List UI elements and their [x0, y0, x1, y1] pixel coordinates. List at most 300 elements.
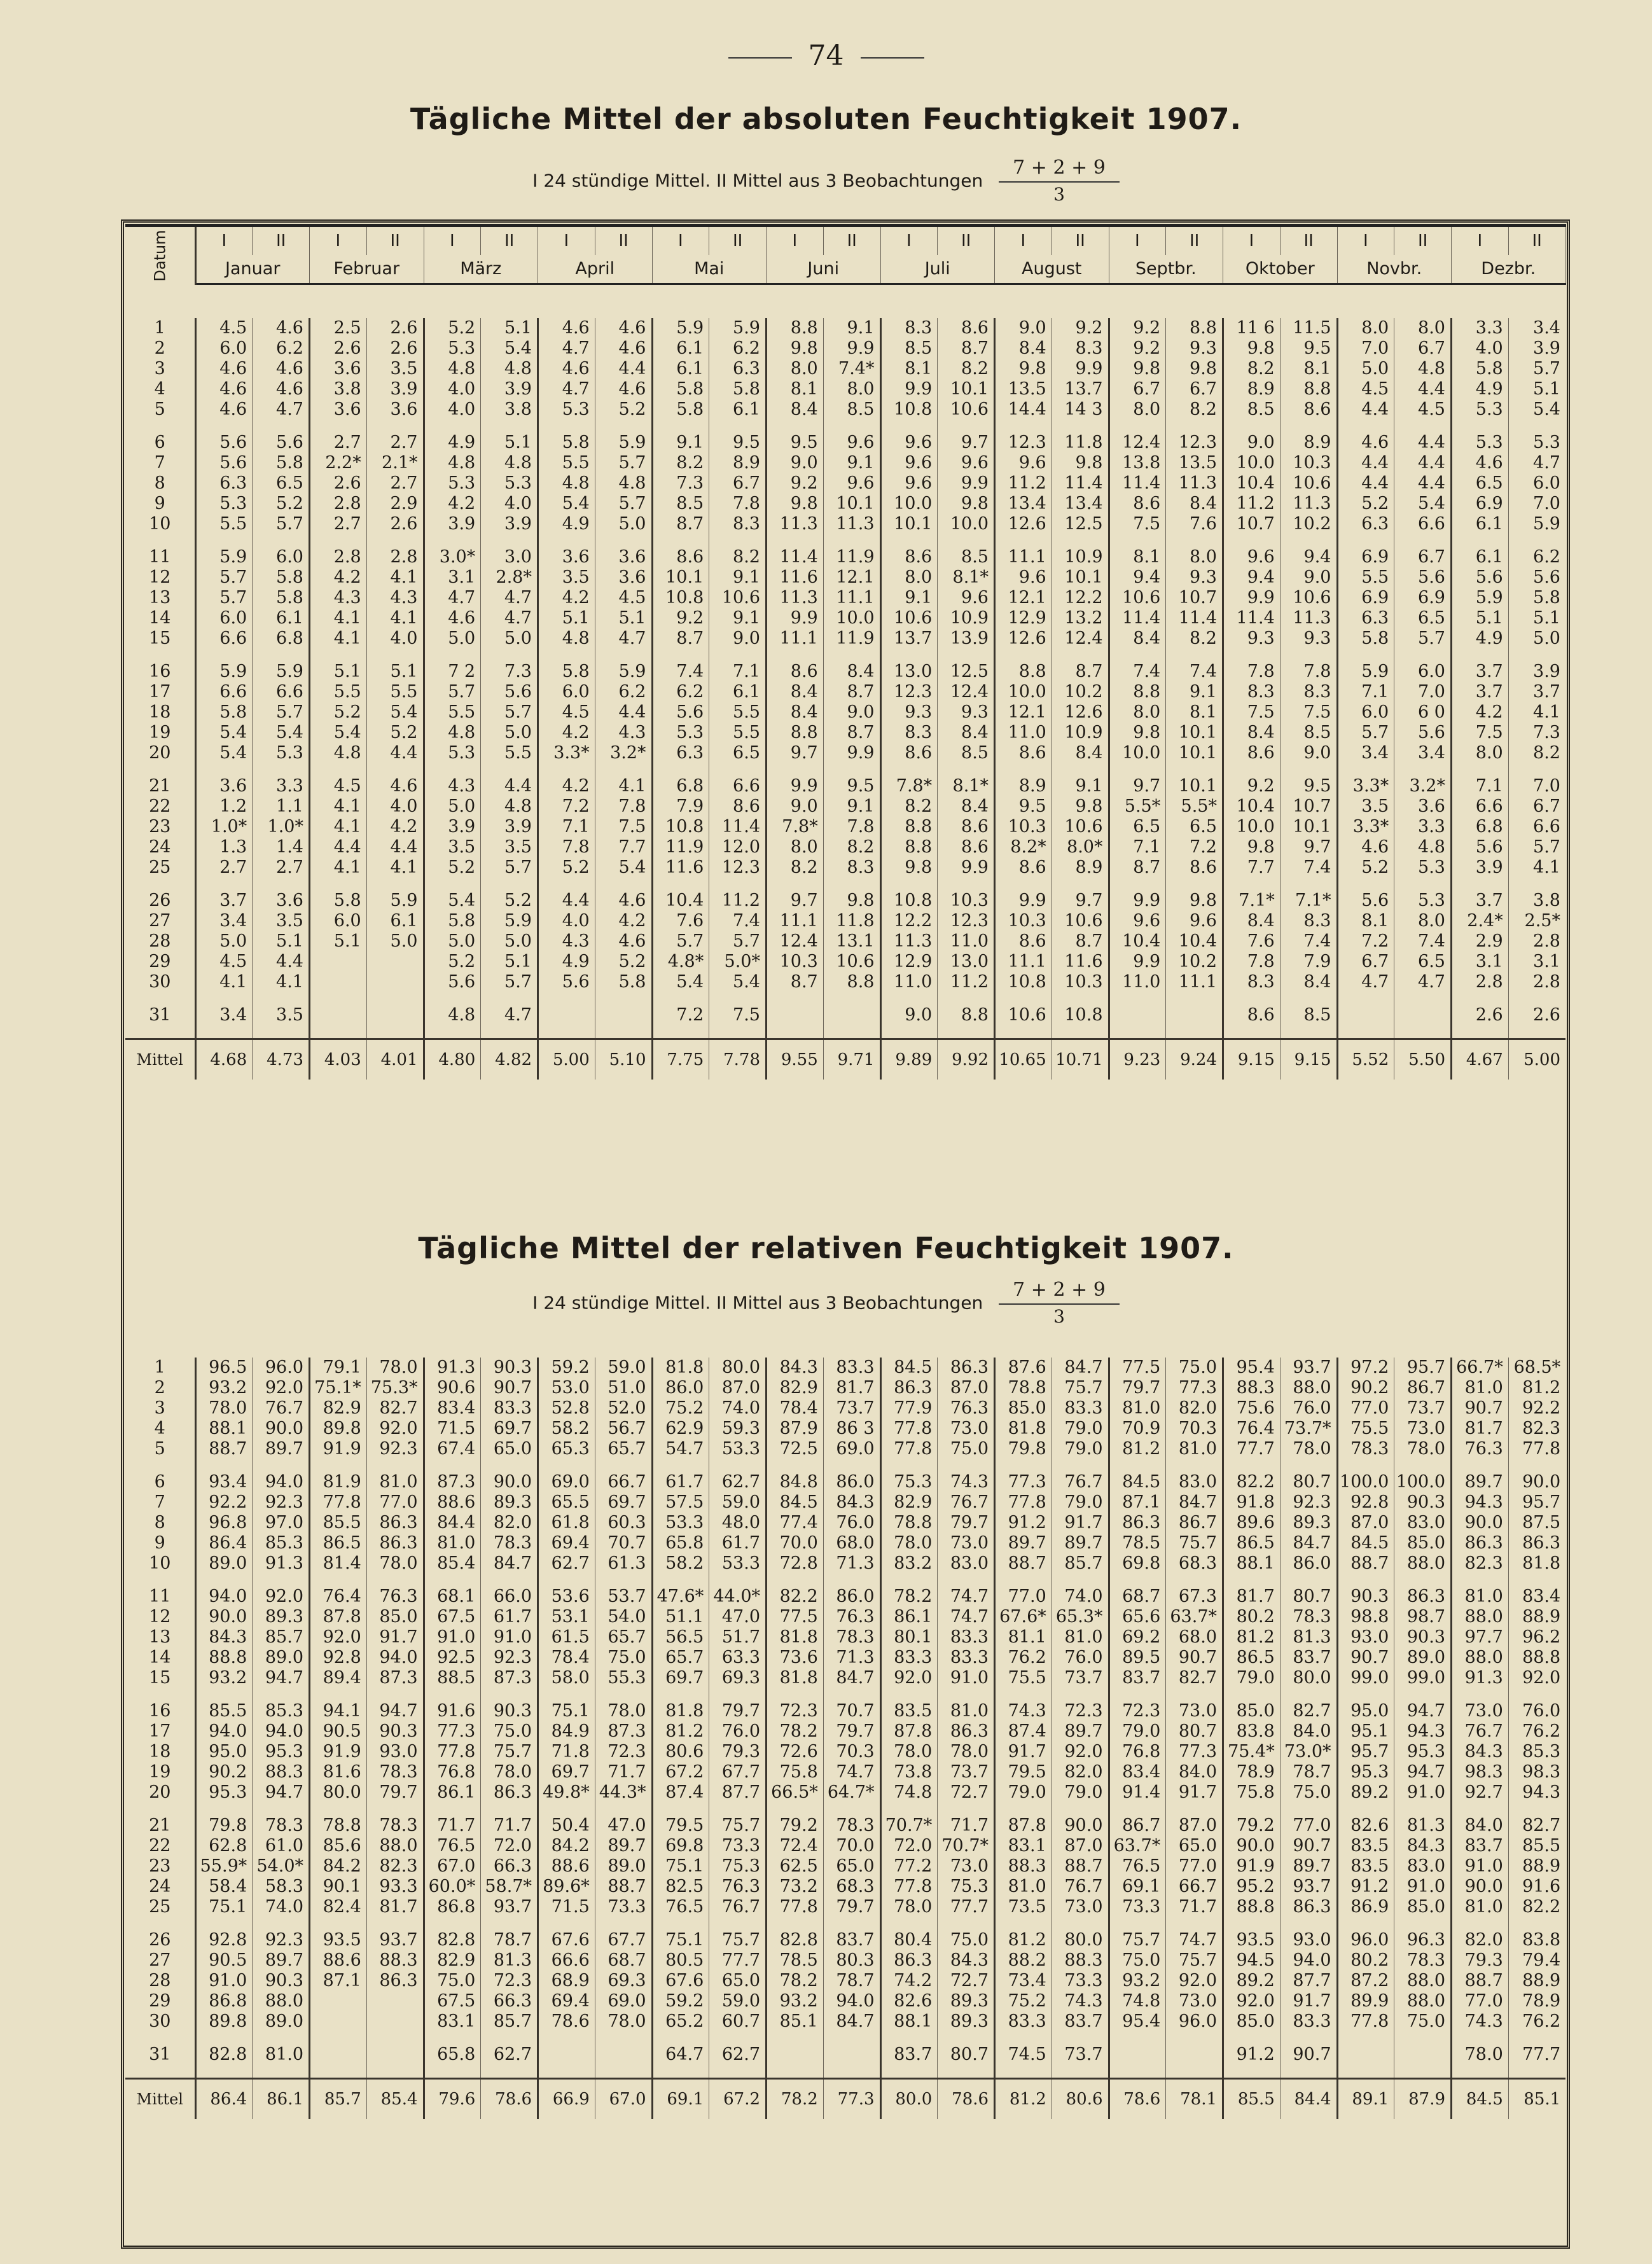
table-cell: 81.0 [253, 2045, 310, 2065]
table-cell: 14 3 [1052, 399, 1109, 420]
mean-value: 10.65 [995, 1039, 1052, 1080]
day-number: 3 [125, 1398, 195, 1419]
table-cell: 75.7 [709, 1930, 767, 1950]
table-cell: 75.2 [652, 1398, 709, 1419]
day-number: 19 [125, 723, 195, 743]
table-cell: 47.0 [595, 1816, 652, 1836]
table-cell: 74.7 [938, 1587, 995, 1607]
mean-value: 4.73 [253, 1039, 310, 1080]
table-cell: 10.6 [880, 608, 938, 629]
table-cell: 10.9 [1052, 547, 1109, 567]
mean-value: 80.6 [1052, 2079, 1109, 2120]
table-cell: 1.0* [253, 817, 310, 837]
mean-value: 66.9 [538, 2079, 595, 2120]
table-cell [1166, 2045, 1223, 2065]
day-number: 18 [125, 702, 195, 723]
table-cell: 8.5 [1223, 399, 1281, 420]
table-cell: 81.8 [652, 1701, 709, 1721]
table-cell: 2.6 [310, 338, 367, 359]
table-cell: 8.7 [1052, 662, 1109, 682]
table-cell: 7.5 [1452, 723, 1509, 743]
table-cell: 81.4 [310, 1553, 367, 1574]
column-header-ii: II [709, 226, 767, 256]
table-cell: 75.0 [1109, 1950, 1166, 1971]
table-cell: 60.0* [424, 1877, 481, 1897]
table-cell: 89.7 [253, 1439, 310, 1459]
table-cell: 10.4 [1223, 796, 1281, 817]
table-cell: 93.2 [195, 1378, 253, 1398]
table-cell: 69.1 [1109, 1877, 1166, 1897]
table-cell: 90.6 [424, 1378, 481, 1398]
table-cell: 72.3 [1052, 1701, 1109, 1721]
column-header-ii: II [1394, 226, 1452, 256]
table-cell: 3.5 [1337, 796, 1394, 817]
table-cell: 69.3 [709, 1668, 767, 1688]
table-cell: 6.9 [1337, 547, 1394, 567]
table-cell: 2.9 [1452, 931, 1509, 952]
table-cell: 70.3 [823, 1742, 880, 1762]
table-row [125, 817, 1565, 837]
table-cell: 7.2 [1337, 931, 1394, 952]
table-cell: 8.2 [767, 858, 824, 878]
table-cell: 70.7* [938, 1836, 995, 1856]
table-cell: 70.7 [595, 1533, 652, 1553]
table-row [125, 1533, 1565, 1553]
table-cell: 9.9 [823, 338, 880, 359]
column-header-i: I [767, 226, 824, 256]
table-cell: 5.8 [652, 379, 709, 399]
table-cell: 3.9 [366, 379, 424, 399]
table-cell: 4.0 [481, 494, 538, 514]
table-cell: 2.6 [366, 338, 424, 359]
table-cell: 5.6 [481, 682, 538, 702]
table-cell: 3.6 [1394, 796, 1452, 817]
table-cell: 76.3 [709, 1877, 767, 1897]
table-row [125, 1950, 1565, 1971]
table-cell: 11.2 [709, 891, 767, 911]
table-cell: 66.0 [481, 1587, 538, 1607]
table-cell: 10.1 [880, 514, 938, 534]
table-cell: 8.0 [1394, 911, 1452, 931]
table-cell: 88.1 [880, 2011, 938, 2032]
table-row [125, 931, 1565, 952]
table-cell: 74.7 [1166, 1930, 1223, 1950]
table-cell: 5.9 [1337, 662, 1394, 682]
table-cell: 3.9 [1533, 338, 1560, 358]
day-number: 18 [125, 1742, 195, 1762]
table-cell: 81.8 [995, 1419, 1052, 1439]
mean-value: 84.5 [1452, 2079, 1509, 2120]
table-cell: 91.0 [1394, 1877, 1452, 1897]
table-cell: 83.7 [1452, 1836, 1509, 1856]
table-cell: 79.0 [1052, 1492, 1109, 1513]
table-cell: 4.8 [310, 743, 367, 763]
table-cell: 75.0 [481, 1721, 538, 1742]
table-cell: 68.1 [424, 1587, 481, 1607]
month-header: März [424, 255, 538, 284]
table-cell: 44.3* [595, 1782, 652, 1803]
table-cell: 5.9 [253, 662, 310, 682]
table-cell: 85.1 [767, 2011, 824, 2032]
table-cell: 87.5 [1522, 1513, 1561, 1532]
table-cell [310, 952, 367, 972]
table-cell: 87.3 [481, 1668, 538, 1688]
table-cell: 5.8 [1337, 629, 1394, 649]
table-cell: 72.3 [481, 1971, 538, 1991]
table-row [125, 1419, 1565, 1439]
month-header: Oktober [1223, 255, 1338, 284]
table-cell: 75.1 [538, 1701, 595, 1721]
table-cell: 82.8 [195, 2045, 253, 2065]
table-cell: 11.1 [767, 911, 824, 931]
table-cell: 88.6 [538, 1856, 595, 1877]
table-cell: 77.9 [880, 1398, 938, 1419]
table-cell: 77.7 [1223, 1439, 1281, 1459]
table-cell: 86.0 [823, 1587, 880, 1607]
table-cell: 75.7 [1109, 1930, 1166, 1950]
table-cell: 3.3 [1394, 817, 1452, 837]
table-row [125, 1782, 1565, 1803]
table-cell: 12.3 [709, 858, 767, 878]
table-cell: 98.3 [1522, 1762, 1561, 1782]
table-cell: 79.0 [1052, 1419, 1109, 1439]
table-cell: 88.7 [1052, 1856, 1109, 1877]
table-cell: 4.1 [366, 567, 424, 588]
table-cell: 8.8 [1109, 682, 1166, 702]
day-number: 13 [125, 1627, 195, 1648]
table-cell: 62.7 [538, 1553, 595, 1574]
table-cell: 73.0 [1166, 1991, 1223, 2011]
column-header-ii: II [1052, 226, 1109, 256]
table-cell: 4.8 [538, 473, 595, 494]
table-cell: 9.6 [938, 588, 995, 608]
table-cell: 5.2 [1337, 858, 1394, 878]
table-cell: 68.0 [823, 1533, 880, 1553]
table-cell: 86.0 [1280, 1553, 1337, 1574]
mean-value: 4.03 [310, 1039, 367, 1080]
table-cell: 4.4 [595, 702, 652, 723]
table-cell: 10.0 [995, 682, 1052, 702]
table-cell: 8.5 [938, 547, 995, 567]
table-cell: 13.4 [995, 494, 1052, 514]
table-cell: 9.2 [652, 608, 709, 629]
table-cell: 7.4 [1280, 931, 1337, 952]
table-cell: 85.0 [1223, 1701, 1281, 1721]
table-cell: 91.3 [1452, 1668, 1509, 1688]
table-cell: 5.7 [481, 972, 538, 992]
table-cell: 85.0 [1394, 1533, 1452, 1553]
table-cell: 83.3 [938, 1627, 995, 1648]
table-cell [538, 2045, 595, 2065]
table-cell: 78.5 [1109, 1533, 1166, 1553]
table-cell: 82.5 [652, 1877, 709, 1897]
table-cell: 3.6 [366, 399, 424, 420]
table-cell: 69.2 [1109, 1627, 1166, 1648]
table-cell: 92.3 [253, 1492, 310, 1513]
table-cell: 98.8 [1337, 1607, 1394, 1627]
table-cell: 5.2 [310, 702, 367, 723]
table-cell: 9.8 [767, 494, 824, 514]
table-cell: 90.2 [1337, 1378, 1394, 1398]
table-cell: 89.5 [1109, 1648, 1166, 1668]
day-number: 27 [125, 911, 195, 931]
table-cell: 8.2 [823, 837, 880, 858]
table-row [125, 1358, 1565, 1378]
table-cell: 8.6 [938, 318, 995, 338]
table-cell: 4.1 [310, 629, 367, 649]
table-cell: 8.2 [1166, 399, 1223, 420]
day-number: 17 [125, 1721, 195, 1742]
table-cell: 56.5 [652, 1627, 709, 1648]
table-cell: 8.6 [938, 817, 995, 837]
table-cell: 9.9 [767, 776, 824, 796]
table-cell: 77.7 [709, 1950, 767, 1971]
table-cell: 5.6 [1337, 891, 1394, 911]
table-cell: 78.6 [538, 2011, 595, 2032]
table-cell: 4.4 [310, 837, 367, 858]
table-cell: 9.7 [1280, 837, 1337, 858]
table-cell: 78.8 [880, 1513, 938, 1533]
table-cell: 7.8 [538, 837, 595, 858]
table-cell: 87.3 [595, 1721, 652, 1742]
table-cell: 53.6 [538, 1587, 595, 1607]
table-cell: 8.1 [1280, 359, 1337, 379]
table-cell: 91.0 [1394, 1782, 1452, 1803]
table-cell: 73.0* [1280, 1742, 1337, 1762]
table-cell: 96.0 [1166, 2011, 1223, 2032]
table-cell: 86.7 [1166, 1513, 1223, 1533]
table-cell: 10.6 [823, 952, 880, 972]
absolute-humidity-subtitle: I 24 stündige Mittel. II Mittel aus 3 Beobachtungen $\frac{7 + 2 + 9}{3}$ [0, 156, 1652, 205]
table-cell: 70.0 [767, 1533, 824, 1553]
table-cell: 83.7 [1052, 2011, 1109, 2032]
table-cell: 92.0 [1522, 1668, 1561, 1688]
table-cell: 76.0 [709, 1721, 767, 1742]
table-cell: 87.8 [880, 1721, 938, 1742]
table-cell: 4.6 [538, 318, 595, 338]
table-cell: 91.0 [481, 1627, 538, 1648]
table-row [125, 1648, 1565, 1668]
table-cell: 9.6 [823, 473, 880, 494]
table-row [125, 891, 1565, 911]
table-cell: 90.7 [1280, 1836, 1337, 1856]
day-number: 15 [125, 1668, 195, 1688]
day-number: 24 [125, 1877, 195, 1897]
table-cell: 63.3 [709, 1648, 767, 1668]
table-cell: 89.6 [1223, 1513, 1281, 1533]
table-cell: 74.7 [823, 1762, 880, 1782]
table-cell: 4.5 [310, 776, 367, 796]
month-header: Juli [880, 255, 995, 284]
table-cell: 81.2 [652, 1721, 709, 1742]
table-cell: 6.0 [1394, 662, 1452, 682]
table-cell: 88.8 [195, 1648, 253, 1668]
table-cell: 90.3 [1337, 1587, 1394, 1607]
table-cell: 4.5 [1394, 399, 1452, 420]
table-cell: 7.9 [652, 796, 709, 817]
table-cell: 81.0 [1052, 1627, 1109, 1648]
table-cell: 10.2 [1280, 514, 1337, 534]
table-cell: 83.0 [1166, 1472, 1223, 1492]
table-cell: 81.0 [1109, 1398, 1166, 1419]
table-cell: 3.0 [481, 547, 538, 567]
table-cell: 88.1 [195, 1419, 253, 1439]
table-cell: 3.9 [481, 817, 538, 837]
table-cell: 5.7 [1394, 629, 1452, 649]
table-cell: 53.1 [538, 1607, 595, 1627]
table-cell: 91.6 [1522, 1877, 1561, 1896]
table-cell: 5.1 [310, 931, 367, 952]
table-cell: 2.8* [481, 567, 538, 588]
table-cell: 92.3 [481, 1648, 538, 1668]
mean-value: 9.15 [1223, 1039, 1281, 1080]
table-cell: 6.7 [1533, 796, 1560, 816]
table-cell: 63.7* [1166, 1607, 1223, 1627]
day-number: 1 [125, 318, 195, 338]
column-header-i: I [1109, 226, 1166, 256]
table-cell: 5.8 [652, 399, 709, 420]
table-cell: 67.5 [424, 1991, 481, 2011]
table-cell: 54.7 [652, 1439, 709, 1459]
table-cell: 4.8 [595, 473, 652, 494]
table-cell: 86.3 [1280, 1897, 1337, 1917]
table-cell: 8.9 [995, 776, 1052, 796]
absolute-humidity-table [125, 224, 1566, 1080]
table-cell: 87.4 [995, 1721, 1052, 1742]
table-cell: 53.3 [652, 1513, 709, 1533]
table-cell: 77.8 [995, 1492, 1052, 1513]
table-cell: 82.0 [1452, 1930, 1509, 1950]
table-cell: 10.0 [938, 514, 995, 534]
table-cell: 78.0 [195, 1398, 253, 1419]
table-cell: 72.4 [767, 1836, 824, 1856]
table-cell: 77.8 [767, 1897, 824, 1917]
table-cell: 88.9 [1522, 1856, 1561, 1876]
table-cell: 90.0 [195, 1607, 253, 1627]
table-cell: 81.3 [1394, 1816, 1452, 1836]
table-cell: 4.6 [595, 379, 652, 399]
day-number: 27 [125, 1950, 195, 1971]
table-cell: 3.5 [538, 567, 595, 588]
day-number: 25 [125, 858, 195, 878]
table-cell: 10.8 [880, 399, 938, 420]
table-cell: 90.3 [481, 1358, 538, 1378]
table-cell: 89.2 [1337, 1782, 1394, 1803]
table-cell: 4.8 [538, 629, 595, 649]
table-cell: 81.7 [823, 1378, 880, 1398]
table-cell: 84.7 [1166, 1492, 1223, 1513]
table-row [125, 702, 1565, 723]
table-cell: 4.3 [310, 588, 367, 608]
table-cell: 68.0 [1166, 1627, 1223, 1648]
table-cell: 62.7 [709, 2045, 767, 2065]
table-cell: 9.8 [1109, 723, 1166, 743]
table-cell: 9.8 [1166, 891, 1223, 911]
table-cell: 5.2 [595, 952, 652, 972]
table-cell: 96.5 [195, 1358, 253, 1378]
table-cell: 2.6 [1533, 1005, 1560, 1025]
table-cell: 82.7 [1166, 1668, 1223, 1688]
table-cell: 12.9 [880, 952, 938, 972]
day-number: 5 [125, 1439, 195, 1459]
table-cell: 6.2 [652, 682, 709, 702]
table-cell: 93.7 [1280, 1358, 1337, 1378]
table-cell: 53.3 [709, 1553, 767, 1574]
table-cell: 77.7 [1522, 2045, 1561, 2064]
table-cell: 66.6 [538, 1950, 595, 1971]
column-header-ii: II [823, 226, 880, 256]
table-cell: 88.1 [1223, 1553, 1281, 1574]
table-cell: 81.9 [310, 1472, 367, 1492]
table-cell: 3.8 [1533, 891, 1560, 910]
table-cell: 5.9 [652, 318, 709, 338]
table-cell: 8.4 [1223, 723, 1281, 743]
table-cell: 53.0 [538, 1378, 595, 1398]
table-cell: 80.0 [709, 1358, 767, 1378]
table-cell: 88.0 [366, 1836, 424, 1856]
table-cell: 6.8 [1452, 817, 1509, 837]
table-cell: 91.8 [1223, 1492, 1281, 1513]
mean-value: 86.4 [195, 2079, 253, 2120]
table-cell: 5.5* [1109, 796, 1166, 817]
day-number: 20 [125, 743, 195, 763]
table-cell: 5.0 [595, 514, 652, 534]
table-cell [366, 2045, 424, 2065]
table-cell: 75.8 [767, 1762, 824, 1782]
table-cell: 73.0 [938, 1533, 995, 1553]
table-cell: 92.7 [1452, 1782, 1509, 1803]
table-cell: 11.9 [652, 837, 709, 858]
table-cell: 8.6 [880, 743, 938, 763]
table-cell: 10.6 [709, 588, 767, 608]
table-row [125, 359, 1565, 379]
table-cell: 89.7 [595, 1836, 652, 1856]
table-cell: 93.0 [1280, 1930, 1337, 1950]
table-cell: 4.3 [366, 588, 424, 608]
table-cell: 4.4 [1394, 473, 1452, 494]
table-cell: 89.3 [481, 1492, 538, 1513]
table-cell: 8.9 [1223, 379, 1281, 399]
column-header-i: I [1223, 226, 1281, 256]
table-cell: 85.0 [995, 1398, 1052, 1419]
table-cell: 5.8 [310, 891, 367, 911]
table-cell: 89.3 [938, 1991, 995, 2011]
mean-value: 9.71 [823, 1039, 880, 1080]
table-cell: 5.0 [424, 629, 481, 649]
table-cell: 4.7 [1337, 972, 1394, 992]
table-cell: 87.1 [1109, 1492, 1166, 1513]
table-cell: 8.6 [1280, 399, 1337, 420]
table-cell: 95.4 [1223, 1358, 1281, 1378]
table-cell: 7.1 [1337, 682, 1394, 702]
table-cell: 83.7 [1109, 1668, 1166, 1688]
table-cell: 91.2 [1223, 2045, 1281, 2065]
table-cell: 79.7 [366, 1782, 424, 1803]
table-cell: 5.4 [652, 972, 709, 992]
table-cell: 4.6 [595, 338, 652, 359]
table-cell: 8.9 [709, 453, 767, 473]
table-cell: 80.7 [1280, 1587, 1337, 1607]
table-cell: 71.5 [424, 1419, 481, 1439]
table-cell [1166, 1005, 1223, 1025]
table-cell: 10.0 [823, 608, 880, 629]
table-cell: 8.4 [767, 702, 824, 723]
table-cell: 5.1 [481, 318, 538, 338]
table-cell: 79.5 [652, 1816, 709, 1836]
table-row [125, 514, 1565, 534]
table-cell: 4.6 [1337, 837, 1394, 858]
mean-value: 81.2 [995, 2079, 1052, 2120]
